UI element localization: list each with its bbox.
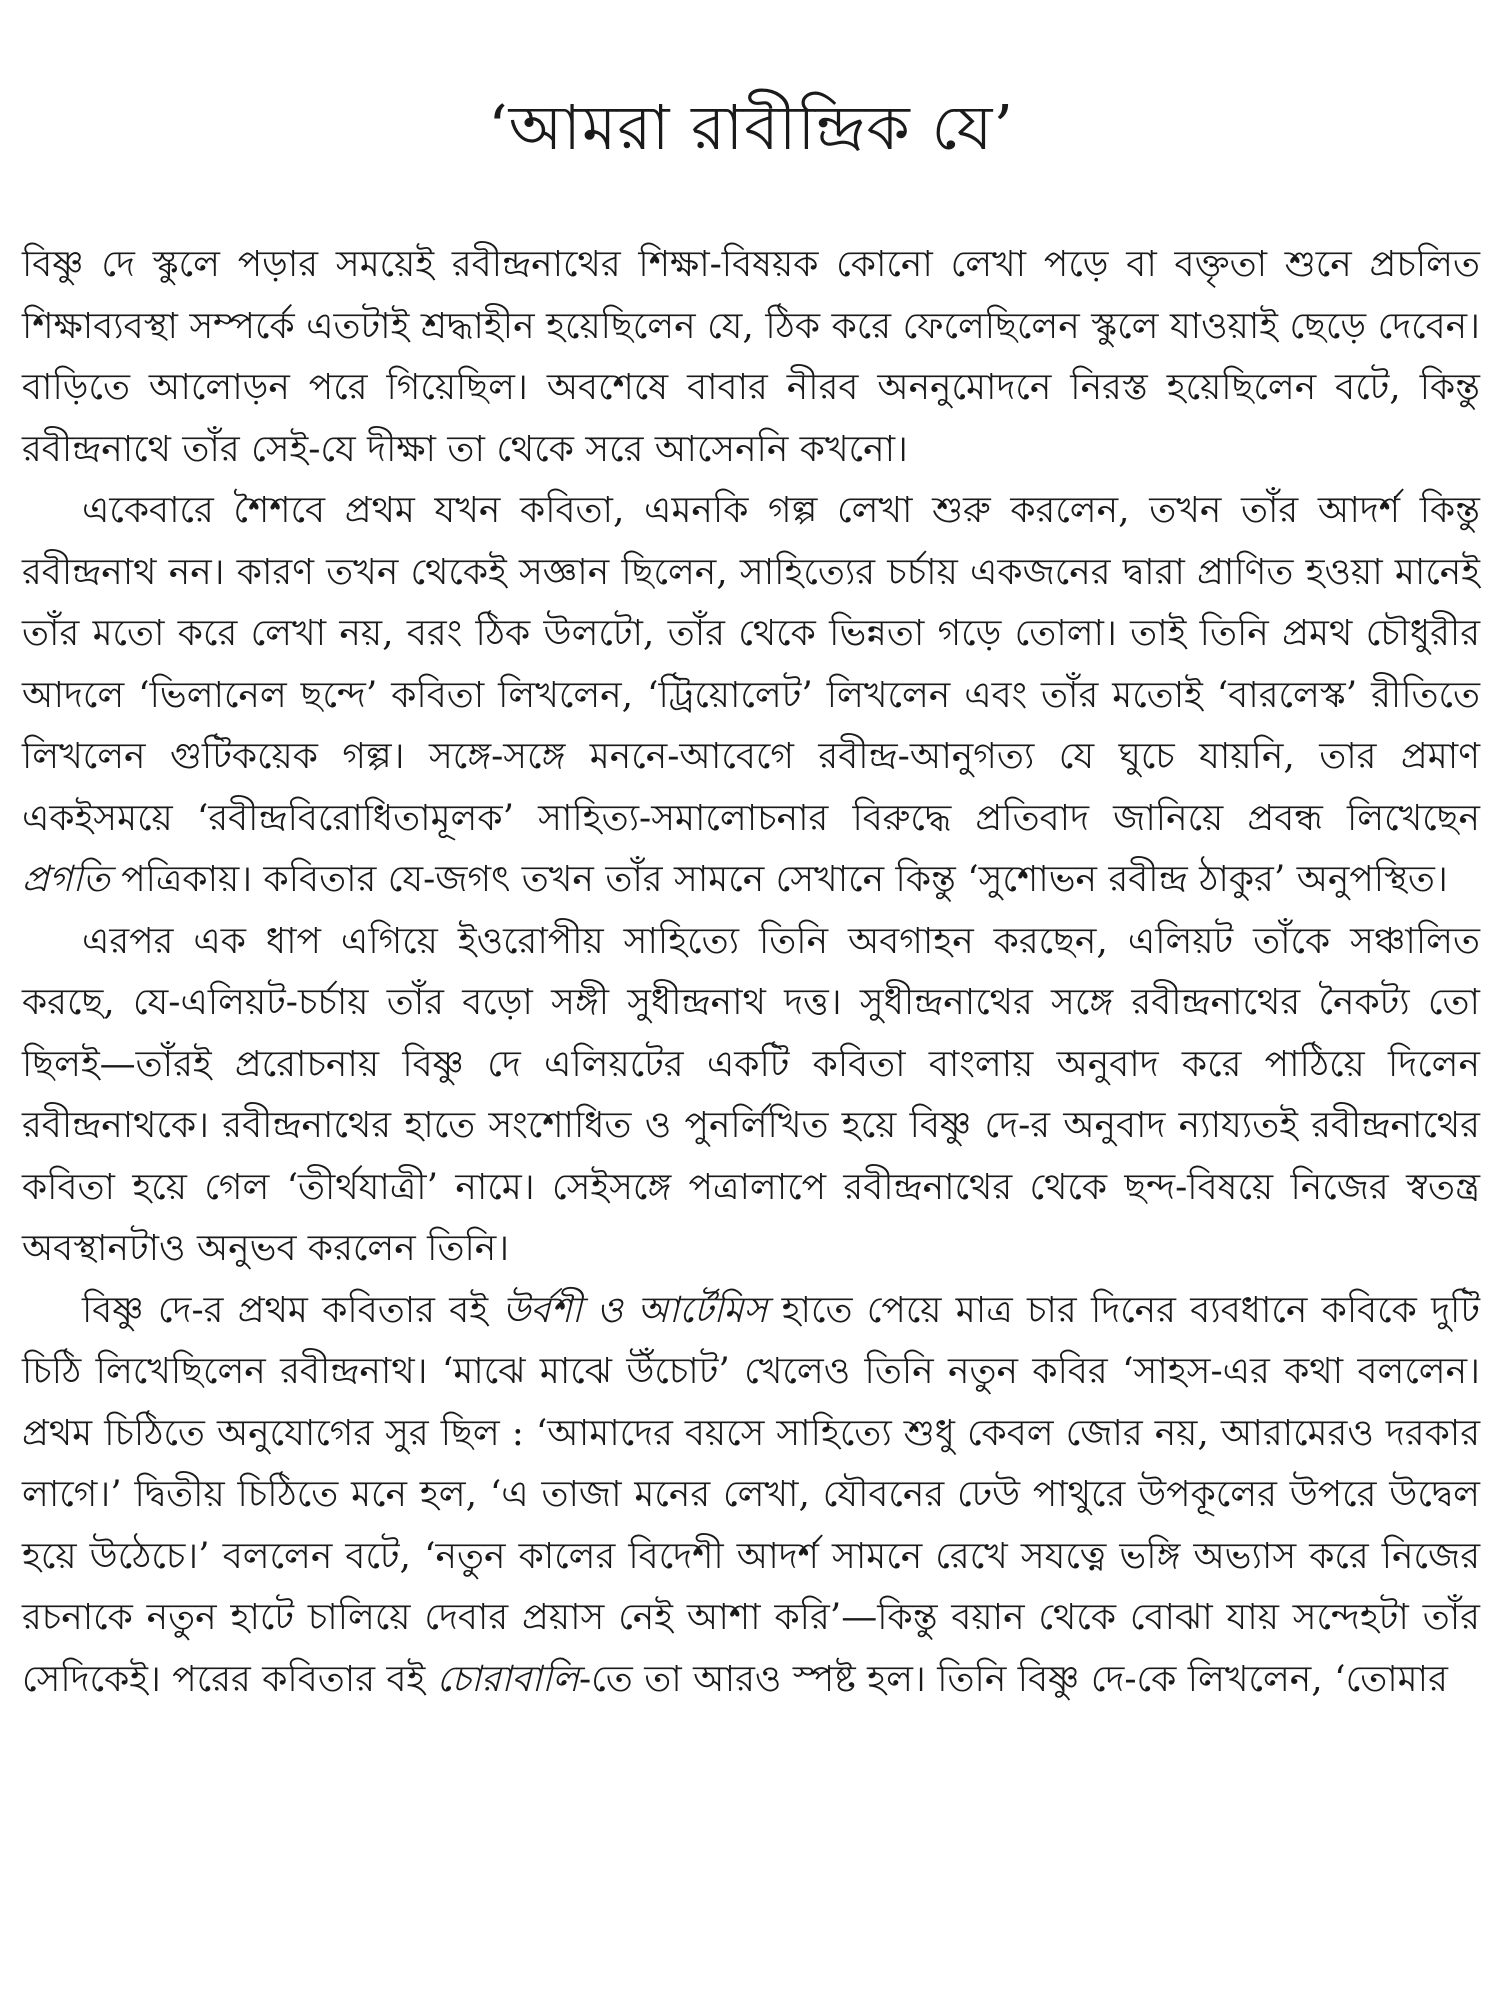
paragraph-text: এরপর এক ধাপ এগিয়ে ইওরোপীয় সাহিত্যে তিনি অবগাহন করছেন, এলিয়ট তাঁকে সঞ্চালিত করছে, যে-এলিয়ট-চর্চায় তাঁর বড়ো সঙ্গী সুধীন্দ্রনাথ দত্ত। সুধীন্দ্রনাথের সঙ্গে রবীন্দ্রনাথের নৈকট্য তো ছিলই—তাঁরই প্ররোচনায় বিষ্ণু দে এলিয়টের একটি কবিতা বাংলায় অনুবাদ করে পাঠিয়ে দিলেন রবীন্দ্রনাথকে। রবীন্দ্রনাথের হাতে সংশোধিত ও পুনর্লিখিত হয়ে বিষ্ণু দে-র অনুবাদ ন্যায্যতই রবীন্দ্রনাথের কবিতা হয়ে গেল ‘তীর্থযাত্রী’ নামে। সেইসঙ্গে পত্রালাপে রবীন্দ্রনাথের থেকে ছন্দ-বিষয়ে নিজের স্বতন্ত্র অবস্থানটাও অনুভব করলেন তিনি। [22,920,1480,1269]
paragraph-text: বিষ্ণু দে-র প্রথম কবিতার বই [82,1289,503,1331]
italic-title-urvashi: উর্বশী ও আর্টেমিস [502,1289,768,1331]
paragraph-2 [22,480,1480,911]
italic-title-pragati: প্রগতি [22,859,110,900]
chapter-title: ‘আমরা রাবীন্দ্রিক যে’ [487,91,1015,164]
paragraph-text: পত্রিকায়। কবিতার যে-জগৎ তখন তাঁর সামনে সেখানে কিন্তু ‘সুশোভন রবীন্দ্র ঠাকুর’ অনুপস্থিত। [109,859,1448,900]
paragraph-4 [22,1280,1480,1711]
paragraph-text: একেবারে শৈশবে প্রথম যখন কবিতা, এমনকি গল্প লেখা শুরু করলেন, তখন তাঁর আদর্শ কিন্তু রবীন্দ্রনাথ নন। কারণ তখন থেকেই সজ্ঞান ছিলেন, সাহিত্যের চর্চায় একজনের দ্বারা প্রাণিত হওয়া মানেই তাঁর মতো করে লেখা নয়, বরং ঠিক উলটো, তাঁর থেকে ভিন্নতা গড়ে তোলা। তাই তিনি প্রমথ চৌধুরীর আদলে ‘ভিলানেল ছন্দে’ কবিতা লিখলেন, ‘ট্রিয়োলেট’ লিখলেন এবং তাঁর মতোই ‘বারলেস্ক’ রীতিতে লিখলেন গুটিকয়েক গল্প। সঙ্গে-সঙ্গে মননে-আবেগে রবীন্দ্র-আনুগত্য যে ঘুচে যায়নি, তার প্রমাণ একইসময়ে ‘রবীন্দ্রবিরোধিতামূলক’ সাহিত্য-সমালোচনার বিরুদ্ধে প্রতিবাদ জানিয়ে প্রবন্ধ লিখেছেন [22,490,1480,839]
chapter-body [22,234,1480,1710]
paragraph-1 [22,234,1480,480]
book-page [22,0,1480,2000]
paragraph-text: -তে তা আরও স্পষ্ট হল। তিনি বিষ্ণু দে-কে লিখলেন, ‘তোমার [579,1658,1448,1700]
italic-title-chorabali: চোরাবালি [436,1658,579,1700]
paragraph-text: হাতে পেয়ে মাত্র চার দিনের ব্যবধানে কবিকে দুটি চিঠি লিখেছিলেন রবীন্দ্রনাথ। ‘মাঝে মাঝে উঁচোট’ খেলেও তিনি নতুন কবির ‘সাহস-এর কথা বললেন। প্রথম চিঠিতে অনুযোগের সুর ছিল : ‘আমাদের বয়সে সাহিত্যে শুধু কেবল জোর নয়, আরামেরও দরকার লাগে।’ দ্বিতীয় চিঠিতে মনে হল, ‘এ তাজা মনের লেখা, যৌবনের ঢেউ পাথুরে উপকূলের উপরে উদ্বেল হয়ে উঠেচে।’ বললেন বটে, ‘নতুন কালের বিদেশী আদর্শ সামনে রেখে সযত্নে ভঙ্গি অভ্যাস করে নিজের রচনাকে নতুন হাটে চালিয়ে দেবার প্রয়াস নেই আশা করি’—কিন্তু বয়ান থেকে বোঝা যায় সন্দেহটা তাঁর সেদিকেই। পরের কবিতার বই [22,1289,1480,1700]
paragraph-3 [22,911,1480,1280]
paragraph-text: বিষ্ণু দে স্কুলে পড়ার সময়েই রবীন্দ্রনাথের শিক্ষা-বিষয়ক কোনো লেখা পড়ে বা বক্তৃতা শুনে প্রচলিত শিক্ষাব্যবস্থা সম্পর্কে এতটাই শ্রদ্ধাহীন হয়েছিলেন যে, ঠিক করে ফেলেছিলেন স্কুলে যাওয়াই ছেড়ে দেবেন। বাড়িতে আলোড়ন পরে গিয়েছিল। অবশেষে বাবার নীরব অননুমোদনে নিরস্ত হয়েছিলেন বটে, কিন্তু রবীন্দ্রনাথে তাঁর সেই-যে দীক্ষা তা থেকে সরে আসেননি কখনো। [22,244,1480,470]
